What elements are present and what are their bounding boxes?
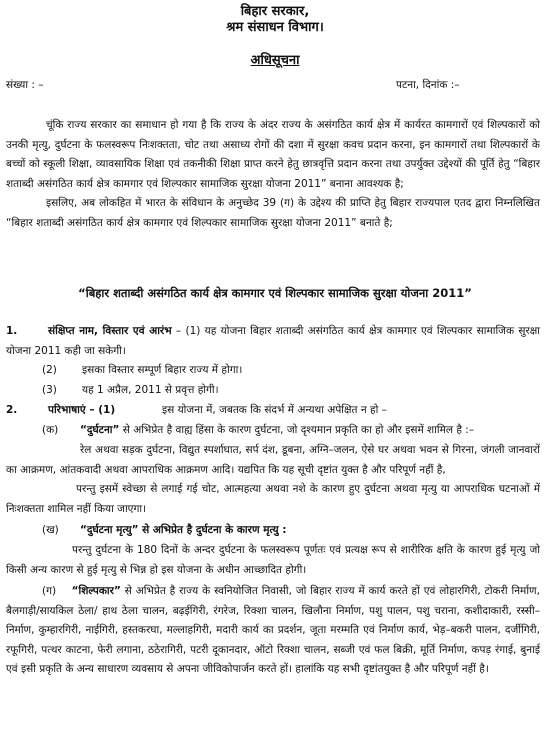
section-2-number: 2. [6, 404, 18, 416]
section-2-heading: परिभाषाएं – (1) [48, 404, 116, 416]
section-1 [6, 322, 540, 361]
item-3-number: (3) [42, 384, 57, 396]
notification-label: अधिसूचना [250, 53, 300, 68]
ga-term: “शिल्पकार” [71, 585, 121, 597]
place-date: पटना, दिनांक :– [396, 79, 460, 91]
ga-number: (ग) [42, 585, 57, 597]
item-3-text: यह 1 अप्रैल, 2011 से प्रवृत्त होगी। [82, 384, 219, 396]
ka-number: (क) [42, 424, 59, 436]
intro-paragraph-2: इसलिए, अब लोकहित में भारत के संविधान के अनुच्छेद 39 (ग) के उद्देश्य की प्राप्ति हेतु बिहार राज्यपाल एतद द्वारा निम्नलिखित “बिहार शताब्दी असंगठित कार्य क्षेत्र कामगार एवं शिल्पकार सामाजिक सुरक्षा योजना 2011” बनाते है; [6, 197, 540, 229]
ga-text: से अभिप्रेत है राज्य के स्वनियोजित निवासी, जो बिहार राज्य में कार्य करते हों एवं लोहारगिरी, टोकरी निर्माण, बैलगाड़ी/सायकिल ठेला/ हाथ ठेला चालन, बढ़ईगिरी, रंगरेज, रिक्शा चालन, खिलौना निर्माण, पशु पालन, पशु चराना, कशीदाकारी, रस्सी–निर्माण, कुम्हारगिरी, नाईगिरी, हस्तकरघा, मल्लाहगिरी, मदारी कार्य का प्रदर्शन, जूता मरम्मति एवं निर्माण कार्य, भेड़–बकरी पालन, दर्जीगिरी, रफूगिरी, पत्थर काटना, फेरी लगाना, ठठेरागिरी, पटरी दूकानदार, ऑटो रिक्शा चालन, सब्जी एवं फल बिक्री, मूर्ति निर्माण, कपड़ रंगाई, बुनाई एवं इसी प्रकृति के अन्य साधारण व्यवसाय से अपना जीविकोपार्जन करते हों। हालांकि यह सभी दृष्टांतयुक्त है और परिपूर्ण नहीं है। [6, 585, 540, 675]
kha-heading: “दुर्घटना मृत्यु” से अभिप्रेत है दुर्घटना के कारण मृत्यु : [80, 524, 287, 536]
item-2-number: (2) [42, 364, 57, 376]
intro-paragraph-1: चूंकि राज्य सरकार का समाधान हो गया है कि राज्य के अंदर राज्य के असंगठित कार्य क्षेत्र में कार्यरत कामगारों एवं शिल्पकारों को उनकी मृत्यु, दुर्घटना के फलस्वरूप निःशक्तता, चोट तथा असाध्य रोगों की दशा में सुरक्षा कवच प्रदान करना, इन कामगारों तथा शिल्पकारों के बच्चों को स्कूली शिक्षा, व्यावसायिक शिक्षा एवं तकनीकी शिक्षा प्राप्त करने हेतु छात्रवृत्ति प्रदान करना तथा उपर्युक्त उद्देश्यों की पूर्ति हेतु “बिहार शताब्दी असंगठित कार्य क्षेत्र कामगार एवं शिल्पकार सामाजिक सुरक्षा योजना 2011” बनाना आवश्यक है; [6, 119, 540, 190]
header-govt: बिहार सरकार, [240, 4, 310, 19]
definition-ga [6, 582, 540, 680]
ka-term: “दुर्घटना” [80, 424, 120, 436]
section-1-text: – (1) यह योजना बिहार शताब्दी असंगठित कार्य क्षेत्र कामगार एवं शिल्पकार सामाजिक सुरक्षा योजना 2011 कही जा सकेगी। [6, 325, 540, 357]
kha-number: (ख) [42, 524, 59, 536]
reference-row [0, 78, 550, 96]
section-1-number: 1. [6, 325, 18, 337]
reference-number: संख्या : – [6, 79, 44, 91]
ka-text: से अभिप्रेत है वाह्य हिंसा के कारण दुर्घटना, जो दृश्यमान प्रकृति का हो और इसमें शामिल है :– [119, 424, 475, 436]
ka-paragraph-2: रेल अथवा सड़क दुर्घटना, विद्युत स्पर्शाघात, सर्प दंश, डूबना, अग्नि–जलन, ऐसे घर अथवा भवन से गिरना, जंगली जानवारों का आक्रमण, आंतकवादी अथवा आपराधिक आक्रमण आदि। यद्यपित कि यह सूची दृष्टांत युक्त है और परिपूर्ण नहीं है, [6, 444, 540, 476]
section-1-heading: संक्षिप्त नाम, विस्तार एवं आरंभ [48, 325, 172, 337]
notification-title [0, 50, 550, 68]
intro-block [6, 116, 540, 233]
header-department: श्रम संसाधन विभाग। [226, 20, 324, 35]
section-2-intro: इस योजना में, जबतक कि संदर्भ में अन्यथा अपेक्षित न हो – [162, 404, 387, 416]
item-2-text: इसका विस्तार सम्पूर्ण बिहार राज्य में होगा। [82, 364, 243, 376]
kha-paragraph: परन्तु दुर्घटना के 180 दिनों के अन्दर दुर्घटना के फलस्वरूप पूर्णतः एवं प्रत्यक्ष रूप से शारीरिक क्षति के कारण हुई मृत्यु जो किसी अन्य कारण से हुई मृत्यु से भिन्न हो इस योजना के अधीन आच्छादित होगी। [6, 544, 540, 576]
scheme-title: “बिहार शताब्दी असंगठित कार्य क्षेत्र कामगार एवं शिल्पकार सामाजिक सुरक्षा योजना 2011” [78, 286, 472, 300]
ka-paragraph-3: परन्तु इसमें स्वेच्छा से लगाई गई चोट, आत्महत्या अथवा नशे के कारण हुए दुर्घटना अथवा मृत्यु या आपराधिक घटनाओं में निःशक्तता शामिल नहीं किया जाएगा। [6, 483, 540, 515]
